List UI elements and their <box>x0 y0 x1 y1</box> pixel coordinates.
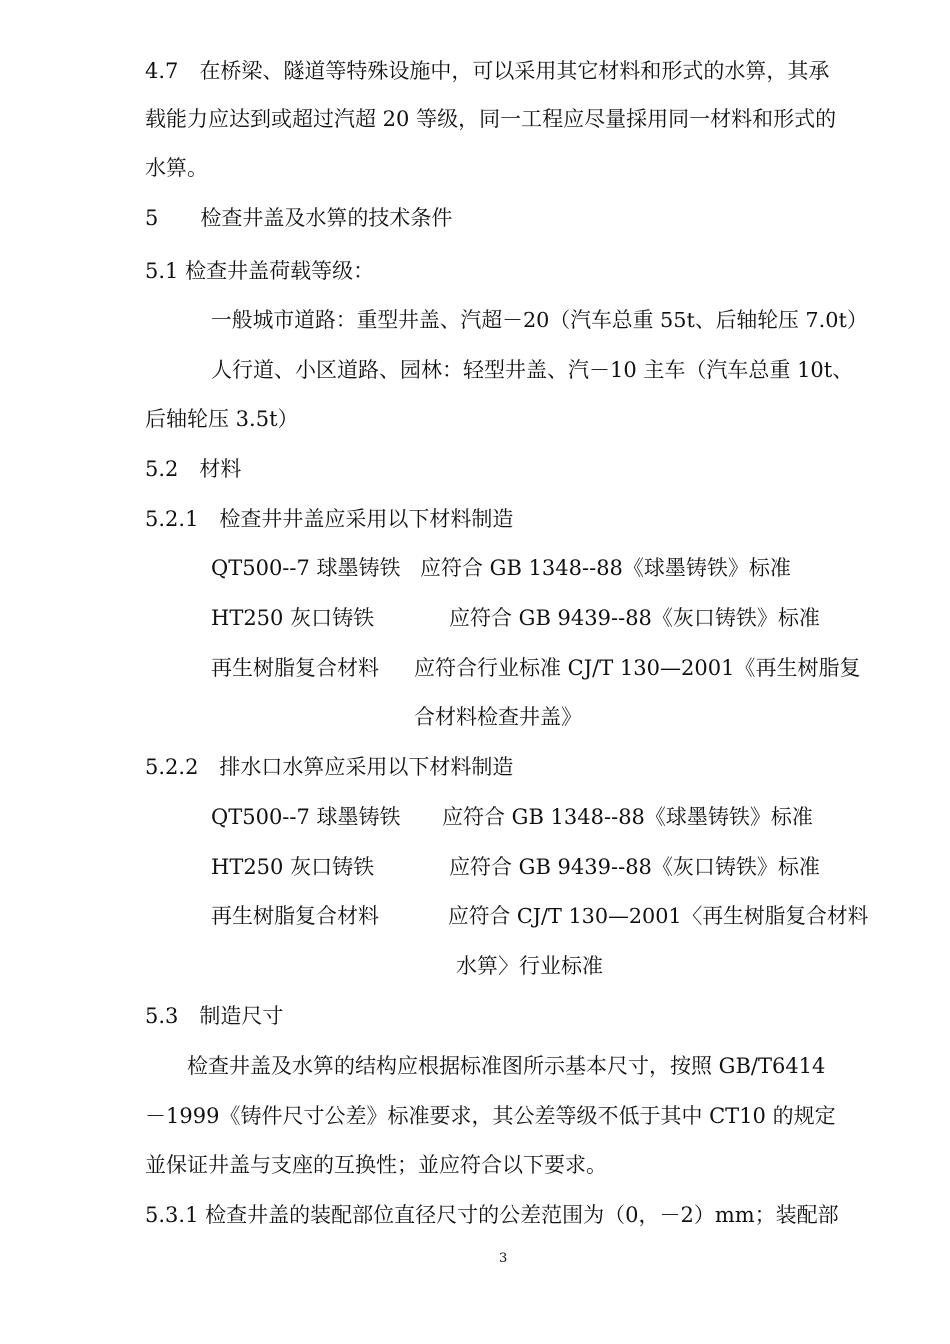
para-5-3-line-1: 检查井盖及水箅的结构应根据标准图所示基本尺寸，按照 GB/T6414 <box>187 1054 826 1078</box>
material-name: HT250 灰口铸铁 <box>211 606 375 630</box>
material-standard-continued: 合材料检查井盖》 <box>414 705 582 729</box>
material-standard: 应符合 GB 1348--88《球墨铸铁》标准 <box>442 805 813 829</box>
para-4-7-line-1: 4.7 在桥梁、隧道等特殊设施中，可以采用其它材料和形式的水箅，其承 <box>145 59 830 83</box>
section-5-2-2-heading: 5.2.2 排水口水箅应采用以下材料制造 <box>145 755 514 779</box>
material-standard: 应符合 GB 1348--88《球墨铸铁》标准 <box>420 556 791 580</box>
section-5-2-heading: 5.2 材料 <box>145 457 242 481</box>
load-class-line-1: 一般城市道路：重型井盖、汽超－20（汽车总重 55t、后轴轮压 7.0t） <box>211 308 868 332</box>
material-standard: 应符合 GB 9439--88《灰口铸铁》标准 <box>449 606 820 630</box>
section-5-1-heading: 5.1 检查井盖荷载等级： <box>145 259 375 283</box>
para-5-3-line-3: 並保证井盖与支座的互换性；並应符合以下要求。 <box>145 1153 607 1177</box>
material-name: HT250 灰口铸铁 <box>211 855 375 879</box>
para-4-7-line-3: 水箅。 <box>145 156 208 180</box>
material-standard: 应符合 CJ/T 130—2001〈再生树脂复合材料 <box>448 904 869 928</box>
load-class-line-2: 人行道、小区道路、园林：轻型井盖、汽－10 主车（汽车总重 10t、 <box>211 358 854 382</box>
material-name: 再生树脂复合材料 <box>211 904 379 928</box>
material-standard-continued: 水箅〉行业标准 <box>456 954 603 978</box>
material-standard: 应符合行业标准 CJ/T 130—2001《再生树脂复 <box>414 656 861 680</box>
section-5-2-1-heading: 5.2.1 检查井井盖应采用以下材料制造 <box>145 507 514 531</box>
para-4-7-line-2: 载能力应达到或超过汽超 20 等级，同一工程应尽量採用同一材料和形式的 <box>145 107 837 131</box>
material-name: QT500--7 球墨铸铁 <box>211 556 401 580</box>
para-5-3-line-2: －1999《铸件尺寸公差》标准要求，其公差等级不低于其中 CT10 的规定 <box>145 1104 836 1128</box>
material-standard: 应符合 GB 9439--88《灰口铸铁》标准 <box>449 855 820 879</box>
section-5-3-1-text: 5.3.1 检查井盖的装配部位直径尺寸的公差范围为（0，－2）mm；装配部 <box>145 1203 839 1227</box>
section-5-heading: 5 检查井盖及水箅的技术条件 <box>145 206 453 230</box>
material-name: 再生树脂复合材料 <box>211 656 379 680</box>
page-number: 3 <box>499 1251 508 1266</box>
material-name: QT500--7 球墨铸铁 <box>211 805 401 829</box>
load-class-line-3: 后轴轮压 3.5t） <box>145 407 299 431</box>
section-5-3-heading: 5.3 制造尺寸 <box>145 1004 284 1028</box>
